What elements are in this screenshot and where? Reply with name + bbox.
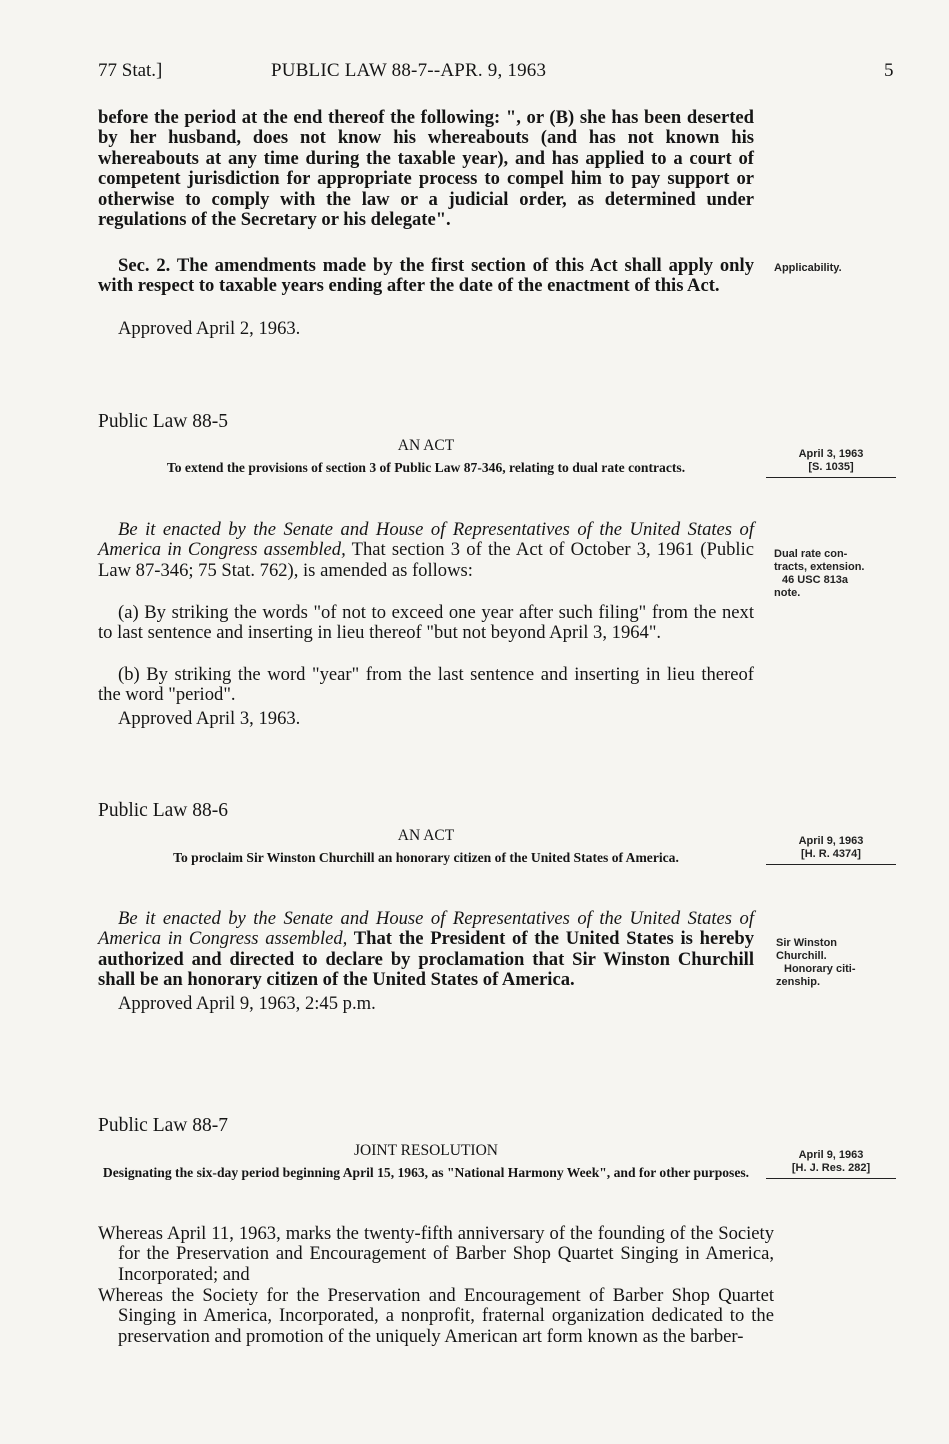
law-88-5-enacting-clause	[98, 520, 754, 581]
law-88-6-sidenote	[776, 937, 856, 989]
sidenote-line: tracts, extension.	[774, 561, 865, 573]
enacting-text: That the President of the United States is hereby authorized and directed to declare by proclamation that Sir Winston Churchill shall be an honorary citizen of the United States of America.	[98, 928, 754, 991]
law-88-6-bill: [H. R. 4374]	[801, 848, 861, 860]
sidenote-line: 46 USC 813a	[782, 574, 849, 586]
law-88-6-date: April 9, 1963	[798, 835, 864, 847]
law-88-5-clause-a: (a) By striking the words "of not to exceed one year after such filing" from the next to last sentence and inserting in lieu thereof "but not beyond April 3, 1964".	[98, 602, 754, 644]
law-88-7-whereas-1: Whereas April 11, 1963, marks the twenty-fifth anniversary of the founding of the Society for the Preservation and Encouragement of Barber Shop Quartet Singing in America, Incorporated; and	[98, 1223, 774, 1285]
section-2-paragraph: Sec. 2. The amendments made by the first section of this Act shall apply only with respect to taxable years ending after the date of the enactment of this Act.	[98, 255, 754, 297]
sidenote-line: note.	[774, 587, 801, 599]
law-88-5-clause-b: (b) By striking the word "year" from the last sentence and inserting in lieu thereof the word "period".	[98, 664, 754, 706]
law-88-6-act-label: AN ACT	[397, 827, 455, 844]
sidenote-line: Dual rate con-	[774, 548, 848, 560]
page-number: 5	[884, 60, 894, 81]
law-88-5-title: Public Law 88-5	[98, 411, 228, 432]
law-88-6-enacting-clause	[98, 909, 754, 991]
law-88-5-date-note	[766, 448, 896, 478]
law-88-7-act-label: JOINT RESOLUTION	[354, 1142, 498, 1159]
law-88-5-approved: Approved April 3, 1963.	[118, 708, 301, 729]
law-88-6-title: Public Law 88-6	[98, 800, 228, 821]
law-88-5-act-label: AN ACT	[397, 437, 455, 454]
law-88-6-approved: Approved April 9, 1963, 2:45 p.m.	[118, 993, 376, 1014]
law-88-5-sidenote	[774, 548, 864, 600]
sidenote-line: Sir Winston	[776, 937, 838, 949]
law-88-7-bill: [H. J. Res. 282]	[791, 1162, 871, 1174]
sidenote-line: zenship.	[776, 976, 821, 988]
law-88-6-date-note	[766, 835, 896, 865]
continuation-paragraph: before the period at the end thereof the following: ", or (B) she has been deserted by her husband, does not know his whereabouts (and has not known his whereabouts at any time during the taxable year), and has applied to a court of competent jurisdiction for appropriate process to compel him to pay support or otherwise to comply with the law or a judicial order, as determined under regulations of the Secretary or his delegate".	[98, 107, 754, 231]
law-88-6-description: To proclaim Sir Winston Churchill an honorary citizen of the United States of America.	[173, 850, 679, 865]
enacting-text: That section 3 of the Act of October 3, 1961 (Public Law 87-346; 75 Stat. 762), is amended as follows:	[98, 539, 755, 581]
enacting-formula: Be it enacted by the Senate and House of Representatives of the United States of America in Congress assembled,	[98, 519, 754, 561]
approved-line-prev: Approved April 2, 1963.	[118, 318, 301, 339]
sidenote-line: Churchill.	[776, 950, 827, 962]
law-88-7-date-note	[766, 1149, 896, 1179]
law-88-7-title: Public Law 88-7	[98, 1115, 228, 1136]
volume-citation: 77 Stat.]	[98, 60, 163, 81]
running-title: PUBLIC LAW 88-7--APR. 9, 1963	[271, 60, 547, 81]
law-88-5-description: To extend the provisions of section 3 of Public Law 87-346, relating to dual rate contracts.	[166, 460, 686, 475]
law-88-7-description: Designating the six-day period beginning April 15, 1963, as "National Harmony Week", and for other purposes.	[102, 1165, 750, 1180]
law-88-7-date: April 9, 1963	[798, 1149, 864, 1161]
sidenote-applicability: Applicability.	[774, 262, 842, 274]
enacting-formula: Be it enacted by the Senate and House of Representatives of the United States of America in Congress assembled,	[98, 908, 754, 950]
law-88-7-whereas-2: Whereas the Society for the Preservation and Encouragement of Barber Shop Quartet Singing in America, Incorporated, a nonprofit, fraternal organization dedicated to the preservation and promotion of the uniquely American art form known as the barber-	[98, 1285, 774, 1347]
sidenote-line: Honorary citi-	[784, 963, 856, 975]
law-88-5-date: April 3, 1963	[798, 448, 864, 460]
law-88-5-bill: [S. 1035]	[808, 461, 854, 473]
